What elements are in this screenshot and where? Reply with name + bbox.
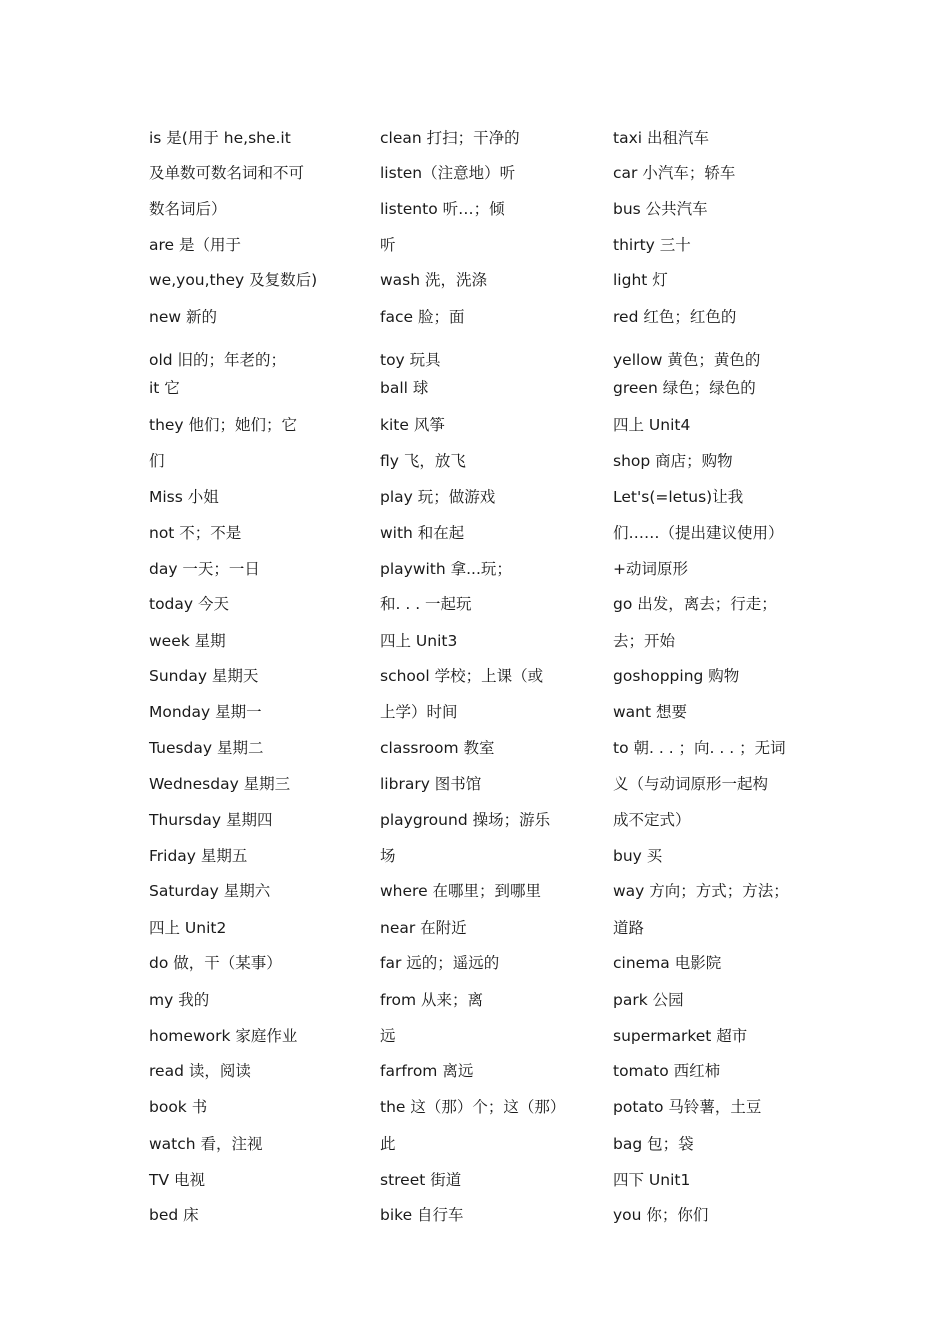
vocab-line: 上学）时间 [380, 703, 458, 721]
vocab-line: 道路 [613, 919, 645, 937]
vocab-line: today 今天 [149, 595, 229, 613]
vocab-line: it 它 [149, 379, 180, 397]
vocab-line: read 读，阅读 [149, 1062, 251, 1080]
vocab-line: toy 玩具 [380, 351, 441, 369]
vocab-line: 此 [380, 1135, 396, 1153]
vocab-line: classroom 教室 [380, 739, 495, 757]
vocab-line: Saturday 星期六 [149, 882, 271, 900]
vocab-line: street 街道 [380, 1171, 462, 1189]
vocab-line: playground 操场；游乐 [380, 811, 551, 829]
vocab-line: school 学校；上课（或 [380, 667, 544, 685]
vocab-line: to 朝. . . ；向. . . ；无词 [613, 739, 786, 757]
vocab-line: is 是(用于 he,she.it [149, 129, 291, 147]
vocab-line: farfrom 离远 [380, 1062, 474, 1080]
vocab-line: 义（与动词原形一起构 [613, 775, 769, 793]
vocab-line: 四下 Unit1 [613, 1171, 691, 1189]
vocab-line: my 我的 [149, 991, 210, 1009]
vocab-line: cinema 电影院 [613, 954, 722, 972]
vocab-line: bag 包；袋 [613, 1135, 694, 1153]
vocab-line: listento 听…；倾 [380, 200, 505, 218]
vocab-line: want 想要 [613, 703, 688, 721]
vocab-line: Tuesday 星期二 [149, 739, 264, 757]
vocab-line: Miss 小姐 [149, 488, 219, 506]
vocab-line: 四上 Unit4 [613, 416, 691, 434]
vocab-line: 远 [380, 1027, 396, 1045]
vocab-line: Wednesday 星期三 [149, 775, 291, 793]
vocab-line: 四上 Unit3 [380, 632, 458, 650]
vocab-line: clean 打扫；干净的 [380, 129, 520, 147]
vocab-line: yellow 黄色；黄色的 [613, 351, 761, 369]
vocab-line: 及单数可数名词和不可 [149, 164, 305, 182]
vocab-line: homework 家庭作业 [149, 1027, 298, 1045]
vocab-line: bed 床 [149, 1206, 199, 1224]
vocab-line: book 书 [149, 1098, 208, 1116]
vocab-line: 去；开始 [613, 632, 676, 650]
vocab-line: car 小汽车；轿车 [613, 164, 736, 182]
vocab-line: fly 飞，放飞 [380, 452, 466, 470]
vocab-line: go 出发，离去；行走； [613, 595, 777, 613]
vocab-line: playwith 拿...玩； [380, 560, 512, 578]
vocab-line: old 旧的；年老的； [149, 351, 287, 369]
vocab-line: with 和在起 [380, 524, 465, 542]
vocab-line: far 远的；遥远的 [380, 954, 500, 972]
vocab-line: shop 商店；购物 [613, 452, 733, 470]
vocab-line: potato 马铃薯，土豆 [613, 1098, 762, 1116]
vocab-line: where 在哪里；到哪里 [380, 882, 542, 900]
vocab-line: Let's(=letus)让我 [613, 488, 744, 506]
vocab-line: library 图书馆 [380, 775, 482, 793]
vocab-line: green 绿色；绿色的 [613, 379, 756, 397]
vocab-line: not 不；不是 [149, 524, 242, 542]
vocab-line: 四上 Unit2 [149, 919, 227, 937]
vocab-line: bus 公共汽车 [613, 200, 708, 218]
vocab-line: goshopping 购物 [613, 667, 740, 685]
vocab-line: wash 洗，洗涤 [380, 271, 488, 289]
vocab-line: +动词原形 [613, 560, 688, 578]
vocab-line: light 灯 [613, 271, 668, 289]
vocab-line: near 在附近 [380, 919, 467, 937]
vocab-line: park 公园 [613, 991, 684, 1009]
vocab-line: supermarket 超市 [613, 1027, 748, 1045]
vocab-line: listen（注意地）听 [380, 164, 516, 182]
vocab-line: buy 买 [613, 847, 663, 865]
vocab-line: we,you,they 及复数后) [149, 271, 318, 289]
vocab-line: week 星期 [149, 632, 226, 650]
vocab-line: thirty 三十 [613, 236, 691, 254]
vocab-line: 场 [380, 847, 396, 865]
vocab-line: bike 自行车 [380, 1206, 464, 1224]
vocab-line: TV 电视 [149, 1171, 205, 1189]
vocab-line: Sunday 星期天 [149, 667, 259, 685]
vocab-line: 成不定式） [613, 811, 691, 829]
vocab-line: face 脸；面 [380, 308, 465, 326]
vocab-line: 们……（提出建议使用） [613, 524, 784, 542]
vocab-line: watch 看，注视 [149, 1135, 263, 1153]
vocab-line: Monday 星期一 [149, 703, 262, 721]
vocab-line: tomato 西红柿 [613, 1062, 721, 1080]
vocab-line: day 一天；一日 [149, 560, 260, 578]
vocab-line: ball 球 [380, 379, 429, 397]
vocab-line: 数名词后） [149, 200, 227, 218]
vocab-line: you 你；你们 [613, 1206, 709, 1224]
vocab-line: play 玩；做游戏 [380, 488, 496, 506]
vocab-line: way 方向；方式；方法； [613, 882, 789, 900]
vocab-line: 们 [149, 452, 165, 470]
vocab-line: from 从来；离 [380, 991, 483, 1009]
vocab-line: red 红色；红色的 [613, 308, 737, 326]
vocab-line: new 新的 [149, 308, 217, 326]
vocab-line: taxi 出租汽车 [613, 129, 709, 147]
vocab-line: they 他们；她们；它 [149, 416, 298, 434]
vocab-line: the 这（那）个；这（那） [380, 1098, 566, 1116]
vocab-line: are 是（用于 [149, 236, 241, 254]
vocab-line: 听 [380, 236, 396, 254]
vocab-line: 和. . . 一起玩 [380, 595, 472, 613]
vocab-line: do 做，干（某事） [149, 954, 282, 972]
vocab-line: kite 风筝 [380, 416, 445, 434]
vocab-line: Friday 星期五 [149, 847, 248, 865]
vocab-line: Thursday 星期四 [149, 811, 273, 829]
